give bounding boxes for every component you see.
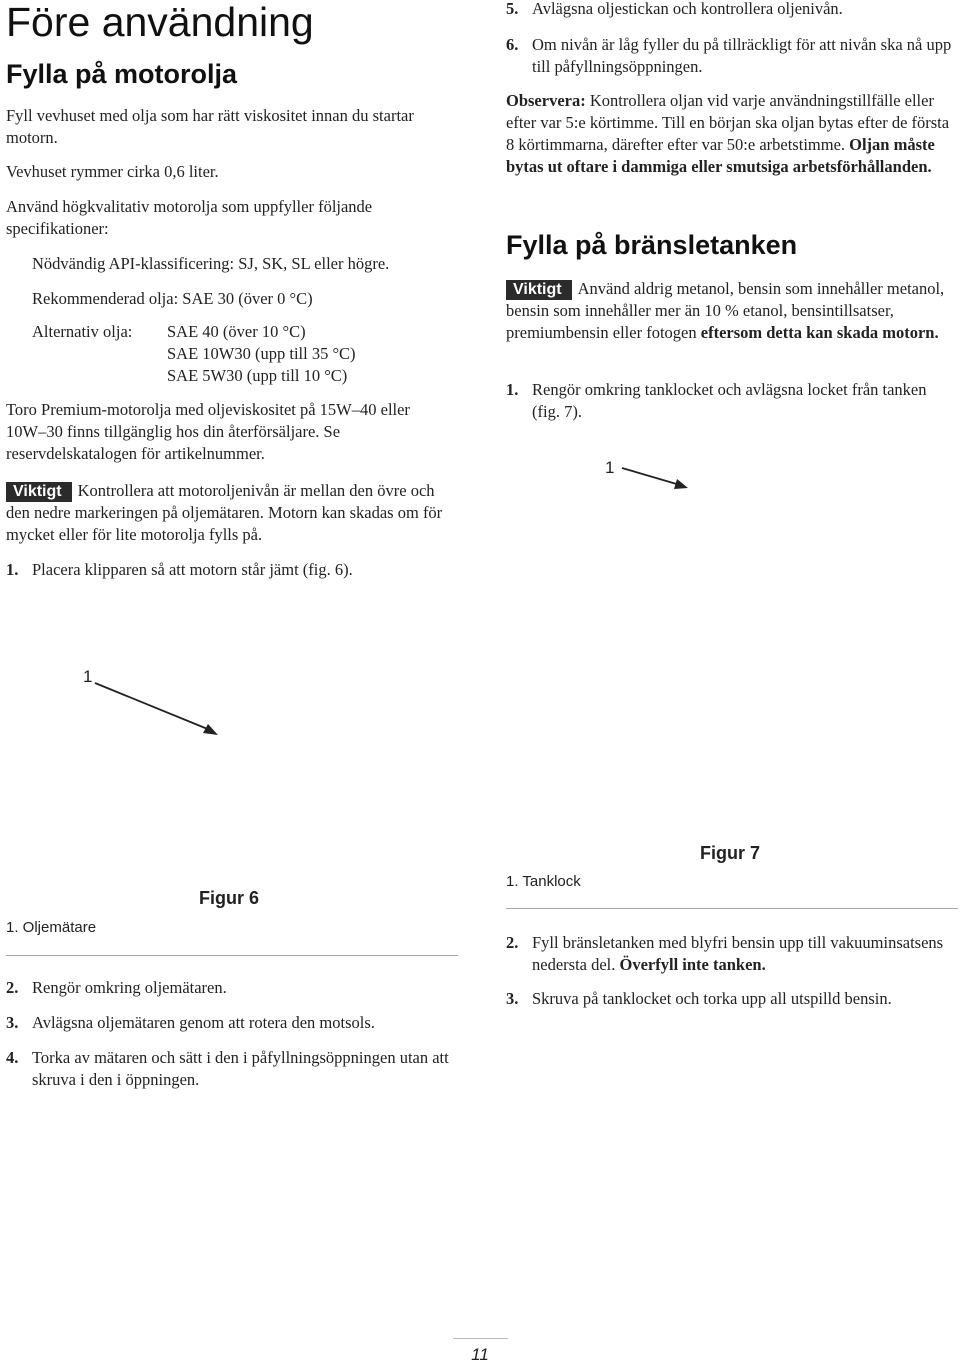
step-number: 6. xyxy=(506,35,519,54)
alt-oil-3: SAE 5W30 (upp till 10 °C) xyxy=(167,366,348,385)
step-4-oil xyxy=(6,1047,458,1091)
step-number: 1. xyxy=(506,380,519,399)
important-badge: Viktigt xyxy=(6,482,72,502)
step-number: 2. xyxy=(506,933,519,952)
page-title: Före användning xyxy=(6,0,314,45)
step-6-oil xyxy=(506,34,960,78)
step-number: 2. xyxy=(6,978,19,997)
figure-6-callout-number: 1 xyxy=(83,667,93,686)
spec-api: Nödvändig API-klassificering: SJ, SK, SL eller högre. xyxy=(32,254,390,273)
figure-6-legend: 1. Oljemätare xyxy=(6,919,97,936)
alt-oil-1: SAE 40 (över 10 °C) xyxy=(167,322,306,341)
note-text: Kontrollera oljan vid varje användningstillfälle eller efter var 5:e körtimme. Till en början ska oljan bytas efter de första 8 körtimmarna, därefter efter var 50:e arbetstimme. xyxy=(506,91,950,154)
step-5-oil xyxy=(506,0,960,20)
step-3-fuel xyxy=(506,988,960,1010)
important-bold-text: eftersom detta kan skada motorn. xyxy=(700,323,939,342)
note-label: Observera: xyxy=(506,91,586,110)
step-text: Placera klipparen så att motorn står jämt (fig. 6). xyxy=(32,560,353,579)
alt-oil-2: SAE 10W30 (upp till 35 °C) xyxy=(167,344,356,363)
important-text: Kontrollera att motoroljenivån är mellan den övre och den nedre markeringen på oljemätaren. Motorn kan skadas om för mycket eller för lite motorolja fylls på. xyxy=(6,481,443,544)
step-text: Om nivån är låg fyller du på tillräckligt för att nivån ska nå upp till påfyllningsöppningen. xyxy=(532,35,952,76)
section-heading-oil: Fylla på motorolja xyxy=(6,59,238,89)
important-notice-oil xyxy=(6,480,454,546)
paragraph-oil-intro: Fyll vevhuset med olja som har rätt viskositet innan du startar motorn. xyxy=(6,106,414,147)
paragraph-toro-oil: Toro Premium-motorolja med oljeviskositet på 15W–40 eller 10W–30 finns tillgänglig hos din återförsäljare. Se reservdelskatalogen för artikelnummer. xyxy=(6,400,410,463)
step-bold-text: Överfyll inte tanken. xyxy=(619,955,766,974)
figure-7-legend: 1. Tanklock xyxy=(506,873,581,890)
step-number: 3. xyxy=(6,1013,19,1032)
step-number: 1. xyxy=(6,560,19,579)
step-number: 3. xyxy=(506,989,519,1008)
figure-6-caption: Figur 6 xyxy=(199,888,260,908)
important-notice-fuel xyxy=(506,278,946,344)
figure-7-callout-arrow xyxy=(618,462,698,496)
note-oil-change xyxy=(506,90,960,178)
alt-oil-label: Alternativ olja: xyxy=(32,322,133,341)
important-badge: Viktigt xyxy=(506,280,572,300)
step-2-fuel xyxy=(506,932,960,976)
step-text: Fyll bränsletanken med blyfri bensin upp till vakuuminsatsens nedersta del. xyxy=(532,933,944,974)
figure-7-divider xyxy=(506,908,958,909)
step-text: Avlägsna oljemätaren genom att rotera den motsols. xyxy=(32,1013,375,1032)
step-2-oil xyxy=(6,977,456,999)
section-heading-fuel: Fylla på bränsletanken xyxy=(506,230,798,260)
step-text: Rengör omkring oljemätaren. xyxy=(32,978,227,997)
important-text: Använd aldrig metanol, bensin som innehåller metanol, bensin som innehåller mer än 10 % etanol, bensintillsatser, premiumbensin eller fotogen xyxy=(506,279,945,342)
step-1-oil xyxy=(6,559,454,581)
step-text: Rengör omkring tanklocket och avlägsna locket från tanken (fig. 7). xyxy=(532,380,927,421)
page-number: 11 xyxy=(471,1345,489,1364)
step-text: Torka av mätaren och sätt i den i påfyllningsöppningen utan att skruva i den i öppningen. xyxy=(32,1048,449,1089)
step-number: 4. xyxy=(6,1048,19,1067)
note-bold-text: Oljan måste bytas ut oftare i dammiga eller smutsiga arbetsförhållanden. xyxy=(506,135,935,176)
paragraph-spec-intro: Använd högkvalitativ motorolja som uppfyller följande specifikationer: xyxy=(6,197,373,238)
figure-6-callout-arrow xyxy=(90,675,230,745)
spec-recommended-oil: Rekommenderad olja: SAE 30 (över 0 °C) xyxy=(32,289,313,308)
paragraph-capacity: Vevhuset rymmer cirka 0,6 liter. xyxy=(6,162,219,181)
figure-6-divider xyxy=(6,955,458,956)
step-1-fuel xyxy=(506,379,960,423)
step-text: Skruva på tanklocket och torka upp all utspilld bensin. xyxy=(532,989,892,1008)
footer-rule xyxy=(453,1338,508,1339)
step-number: 5. xyxy=(506,0,519,18)
figure-7-callout-number: 1 xyxy=(605,458,615,477)
step-text: Avlägsna oljestickan och kontrollera oljenivån. xyxy=(532,0,843,18)
step-text-wrapper xyxy=(532,932,952,976)
step-3-oil xyxy=(6,1012,456,1034)
figure-7-caption: Figur 7 xyxy=(700,843,761,863)
